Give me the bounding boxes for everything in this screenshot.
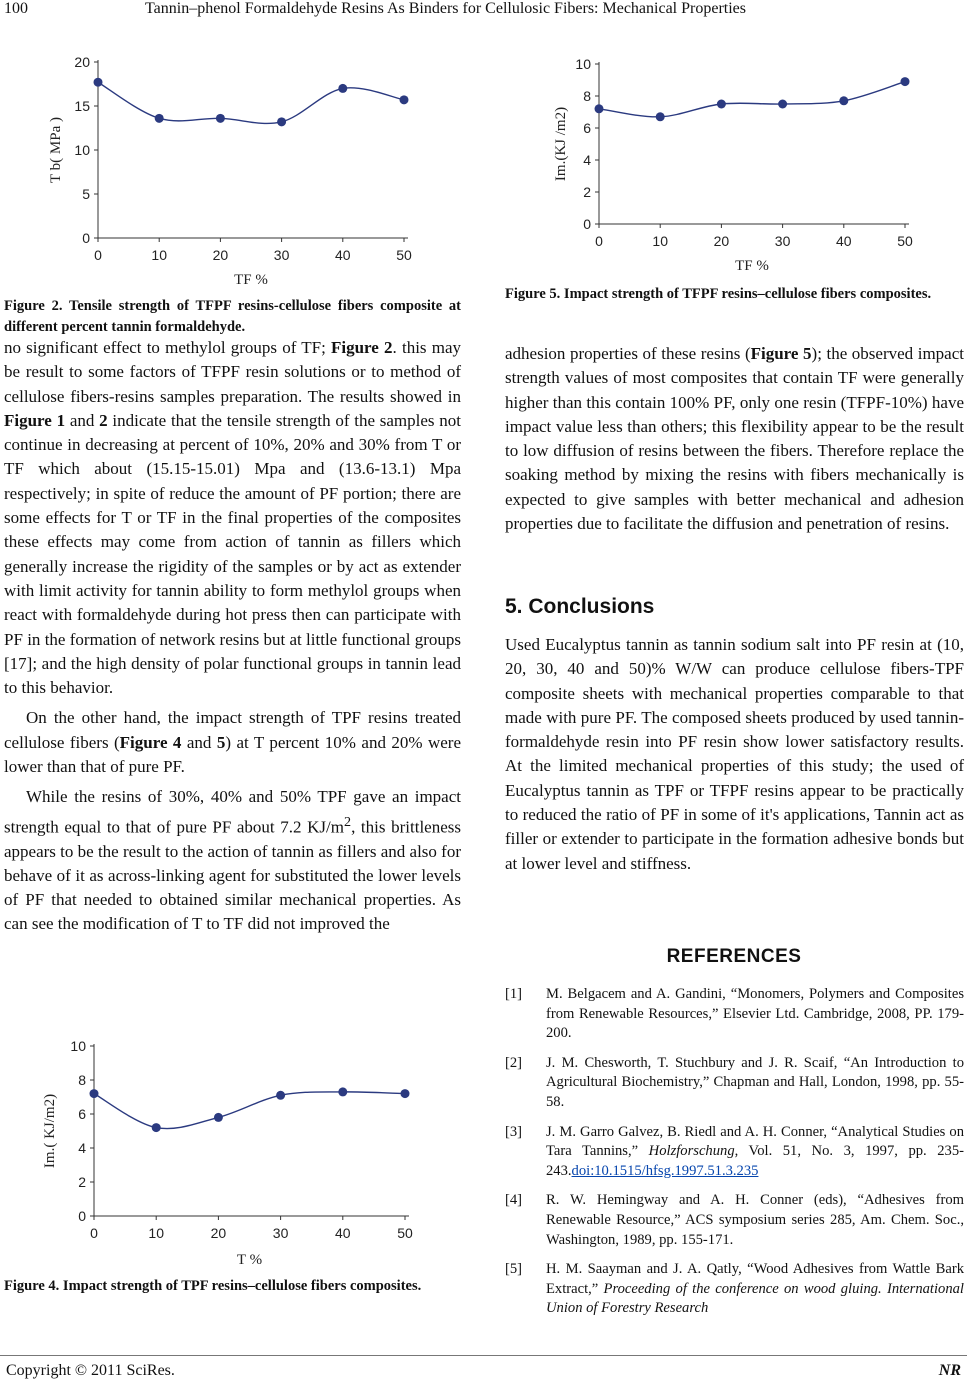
- figure-4-caption: Figure 4. Impact strength of TPF resins–cellulose fibers composites.: [4, 1278, 422, 1294]
- data-point: [901, 77, 910, 86]
- right-column-text: [505, 342, 964, 536]
- y-tick-label: 2: [583, 184, 591, 200]
- footer-divider: [0, 1355, 967, 1356]
- series-line: [599, 82, 905, 117]
- data-point: [216, 114, 225, 123]
- x-axis-label: TF %: [735, 258, 769, 274]
- figure-2-chart: [40, 48, 430, 288]
- chart-svg: [545, 52, 925, 274]
- data-point: [338, 1087, 347, 1096]
- figure-2-caption: Figure 2. Tensile strength of TFPF resins-cellulose fibers composite at different percent tannin formaldehyde.: [4, 298, 461, 335]
- x-tick-label: 20: [210, 1225, 227, 1241]
- right-paragraph-1: adhesion properties of these resins (Figure 5); the observed impact strength values of most composites that contain TF were generally higher than this contain 100% PF, only one resin (TFPF-10%) have impact value less than others; this flexibility appear to be the result to low diffusion of resins between the fibers. Therefore replace the soaking method by mixing the resins with fibers mechanically is expected to give samples with better mechanical and adhesion properties due to facilitate the diffusion and penetration of resins.: [505, 344, 964, 534]
- x-tick-label: 10: [148, 1225, 164, 1241]
- page-number: 100: [4, 0, 28, 17]
- y-axis-label: Im.(KJ /m2): [553, 106, 569, 182]
- doi-link[interactable]: doi:10.1515/hfsg.1997.51.3.235: [571, 1162, 759, 1179]
- y-tick-label: 5: [82, 186, 90, 202]
- y-axis-label: T b( MPa ): [48, 117, 64, 183]
- figure-ref: Figure 5: [750, 344, 812, 363]
- y-tick-label: 2: [78, 1174, 86, 1190]
- series-line: [98, 82, 404, 123]
- data-point: [94, 78, 103, 87]
- y-tick-label: 6: [78, 1106, 86, 1122]
- data-point: [155, 114, 164, 123]
- reference-item: [3] J. M. Garro Galvez, B. Riedl and A. H. Conner, “Analytical Studies on Tara Tannins,” Holzforschung, Vol. 51, No. 3, 1997, pp. 235-243.doi:10.1515/hfsg.1997.51.3.235: [505, 1123, 964, 1179]
- figure-ref: 5: [216, 732, 226, 752]
- page-header: [0, 0, 967, 30]
- x-tick-label: 10: [652, 233, 668, 249]
- x-tick-label: 0: [90, 1225, 98, 1241]
- figure-ref: Figure 1: [4, 410, 66, 430]
- x-tick-label: 50: [397, 1225, 413, 1241]
- x-tick-label: 40: [836, 233, 852, 249]
- y-tick-label: 0: [583, 216, 591, 232]
- x-tick-label: 50: [897, 233, 913, 249]
- figure-5-caption: Figure 5. Impact strength of TFPF resins–cellulose fibers composites.: [505, 286, 932, 302]
- data-point: [338, 84, 347, 93]
- y-tick-label: 10: [575, 56, 591, 72]
- y-tick-label: 8: [78, 1072, 86, 1088]
- x-tick-label: 40: [335, 247, 351, 263]
- y-tick-label: 4: [583, 152, 591, 168]
- reference-item: [2] J. M. Chesworth, T. Stuchbury and J. R. Scaif, “An Introduction to Agricultural Biochemistry,” Chapman and Hall, London, 1998, pp. 55-58.: [505, 1054, 964, 1110]
- figure-ref: 2: [99, 410, 108, 430]
- figure-4-chart: [40, 1036, 425, 1268]
- y-tick-label: 4: [78, 1140, 86, 1156]
- data-point: [214, 1113, 223, 1122]
- x-tick-label: 30: [774, 233, 791, 249]
- y-tick-label: 15: [74, 98, 90, 114]
- footer-copyright: Copyright © 2011 SciRes.: [6, 1362, 175, 1379]
- data-point: [778, 100, 787, 109]
- x-tick-label: 0: [595, 233, 603, 249]
- running-title: Tannin–phenol Formaldehyde Resins As Binders for Cellulosic Fibers: Mechanical Properties: [145, 0, 746, 17]
- figure-ref: Figure 2: [330, 338, 393, 357]
- data-point: [277, 117, 286, 126]
- left-paragraph-3: While the resins of 30%, 40% and 50% TPF gave an impact strength equal to that of pure PF about 7.2 $KJ/m^2$, this brittleness appears to be the result to the action of tannin as fillers and also for behave of it as across-linking agent for substituted the lower levels of PF that needed to obtained similar mechanical properties. As can see the modification of T to TF did not improved the: [4, 787, 461, 934]
- x-axis-label: TF %: [234, 272, 268, 288]
- references-title: REFERENCES: [666, 946, 802, 967]
- x-tick-label: 30: [273, 247, 290, 263]
- data-point: [401, 1089, 410, 1098]
- reference-item: [1] M. Belgacem and A. Gandini, “Monomers, Polymers and Composites from Renewable Resources,” Elsevier Ltd. Cambridge, 2008, PP. 179-200.: [505, 986, 964, 1042]
- data-point: [152, 1123, 161, 1132]
- x-tick-label: 30: [272, 1225, 289, 1241]
- chart-svg: [40, 1036, 425, 1268]
- x-axis-label: T %: [236, 1252, 263, 1268]
- y-tick-label: 10: [74, 142, 90, 158]
- x-tick-label: 50: [396, 247, 412, 263]
- data-point: [717, 100, 726, 109]
- figure-5-chart: [545, 52, 925, 274]
- y-tick-label: 20: [74, 54, 90, 70]
- y-axis-label: Im.( KJ/m2): [42, 1093, 58, 1169]
- series-line: [94, 1092, 405, 1129]
- figure-ref: Figure 4: [119, 732, 182, 752]
- footer-journal: NR: [938, 1362, 961, 1379]
- x-tick-label: 0: [94, 247, 102, 263]
- y-tick-label: 0: [82, 230, 90, 246]
- data-point: [400, 95, 409, 104]
- data-point: [839, 96, 848, 105]
- chart-svg: [40, 48, 430, 288]
- left-paragraph-2: On the other hand, the impact strength of TPF resins treated cellulose fibers (Figure 4 and 5) at T percent 10% and 20% were lower than that of pure PF.: [4, 708, 461, 777]
- y-tick-label: 10: [70, 1038, 86, 1054]
- left-paragraph-1: no significant effect to methylol groups of TF; Figure 2. this may be result to some factors of TFPF resin solutions or to method of cellulose fibers-resins samples preparation. The results showed in Figure 1 and 2 indicate that the tensile strength of the samples not continue in decreasing at percent of 10%, 20% and 30% from T or TF which about (15.15-15.01) Mpa and (13.6-13.1) Mpa respectively; in spite of reduce the amount of PF portion; there are some effects for T or TF in the final properties of the composites these effects may come from action of tannin as fillers which generally increase the rigidity of the samples or by act as extender with limit activity for tannin ability to form methylol groups when react with formaldehyde during hot press then can participate with PF in the formation of network resins but at little functional groups [17]; and the high density of polar functional groups in tannin lead to this behavior.: [4, 338, 461, 698]
- section-title-conclusions: 5. Conclusions: [505, 595, 655, 618]
- x-tick-label: 10: [151, 247, 167, 263]
- data-point: [656, 112, 665, 121]
- y-tick-label: 6: [583, 120, 591, 136]
- reference-item: [4] R. W. Hemingway and A. H. Conner (eds), “Adhesives from Renewable Resource,” ACS symposium series 285, Am. Chem. Soc., Washington, 1989, pp. 155-171.: [505, 1192, 964, 1248]
- conclusions-text: Used Eucalyptus tannin as tannin sodium salt into PF resin at (10, 20, 30, 40 and 50)% W/W can produce cellulose fibers-TPF composite sheets with mechanical properties comparable to that made with pure PF. The composed sheets produced by used tannin-formaldehyde resin into PF resin show lower satisfactory results. At the limited mechanical properties of this study; the used of Eucalyptus tannin as TPF or TFPF resins appear to be practically to reduced the ratio of PF in some of it's applications, Tannin act as filler or extender to participate in the formation adhesive bonds but at lower level and stiffness.: [505, 635, 964, 873]
- references-list: [505, 985, 964, 1329]
- y-tick-label: 0: [78, 1208, 86, 1224]
- left-column-text: [4, 336, 461, 937]
- x-tick-label: 40: [335, 1225, 351, 1241]
- y-tick-label: 8: [583, 88, 591, 104]
- x-tick-label: 20: [713, 233, 730, 249]
- reference-item: [5] H. M. Saayman and J. A. Qatly, “Wood Adhesives from Wattle Bark Extract,” Proceeding of the conference on wood gluing. International Union of Forestry Research: [505, 1261, 964, 1317]
- data-point: [276, 1091, 285, 1100]
- data-point: [90, 1089, 99, 1098]
- data-point: [595, 104, 604, 113]
- x-tick-label: 20: [212, 247, 229, 263]
